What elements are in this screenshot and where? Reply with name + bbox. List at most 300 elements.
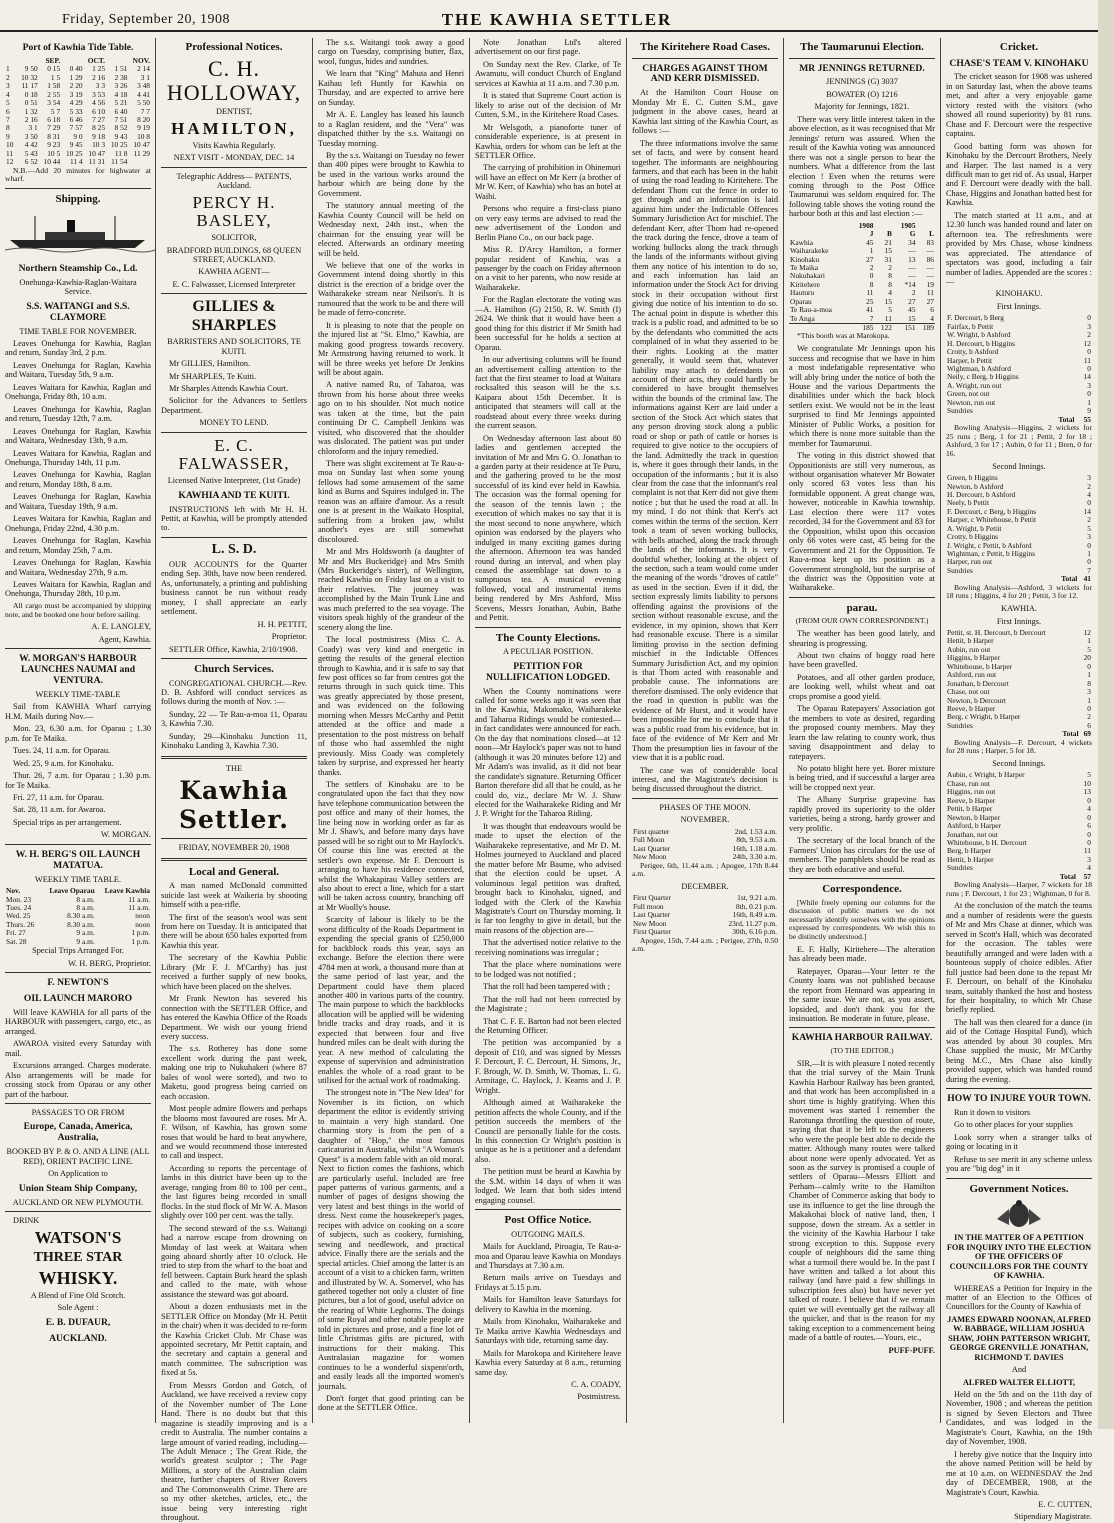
morgan-row: Sat. 28, 11 a.m. for Awaroa.	[13, 805, 106, 815]
basley-address: BRADFORD BUILDINGS, 68 QUEEN STREET, AUCKLAND.	[166, 245, 302, 264]
passages-apply: On Application to	[48, 1169, 108, 1179]
cricket-sub: CHASE'S TEAM V. KINOHAKU	[949, 57, 1089, 69]
nameplate: Kawhia Settler.	[178, 776, 290, 834]
morgan-weekly: WEEKLY TIME-TABLE	[35, 689, 121, 699]
vote-row: Kawhia 45 21 34 83	[790, 237, 934, 247]
parau-text	[789, 629, 935, 874]
post-line: Return mails arrive on Tuesdays and Fridays at 5.15 p.m.	[475, 1273, 621, 1292]
gov-text: WHEREAS a Petition for Inquiry in the matter of an Election to the Offices of Councillors for the County of Kawhia of	[946, 1283, 1092, 1312]
holloway-location: HAMILTON,	[171, 119, 297, 139]
steamship-illustration	[5, 212, 155, 252]
gov-sign: E. C. CUTTEN,	[1038, 1500, 1092, 1510]
nameplate-the: THE	[225, 763, 243, 773]
score-row: Whitehouse, b Harper 0	[947, 661, 1091, 671]
news-item: Note Jonathan Ltd's altered advertisement on our first page.	[475, 38, 621, 57]
passages: PASSAGES TO OR FROM	[31, 1107, 125, 1117]
news-item: The first of the season's wool was sent from here on Tuesday. It is anticipated that there will be about 650 bales exported from Kawhia this year.	[161, 912, 307, 950]
kino-innings-2: Second Innings.	[992, 461, 1046, 471]
gillies-sharples: GILLIES & SHARPLES	[191, 298, 277, 334]
correspondence-item: E. F. Hally, Kiritehere—The alteration has already been made.	[789, 944, 935, 964]
score-row: F. Dercourt, c Berg, b Higgins 14	[947, 506, 1091, 516]
agent-name: A. E. LANGLEY,	[91, 622, 151, 632]
news-item: The s.s. Waitangi took away a good cargo on Tuesday, comprising butter, flax, wool, fungus, hides and sundries.	[318, 38, 464, 66]
local-items-continued-2	[475, 38, 621, 623]
news-item: For the Raglan electorate the voting was—A. Hamilton (G) 2150, R. W. Smith (I) 2624. We think that it would have been a good thing for this district if Mr Smith had been successful for he holds a section at Oparau.	[475, 295, 621, 352]
basley-agent-name: E. C. Falwasser, Licensed Interpreter	[172, 279, 296, 289]
morgan-row: Thur. 26, 7 a.m. for Oparau ; 1.30 p.m. for Te Maika.	[5, 771, 151, 790]
column-rule	[783, 38, 784, 1423]
passages-dest: Europe, Canada, America, Australia,	[23, 1121, 133, 1144]
injure-item: Look sorry when a stranger talks of going or locating in it	[946, 1132, 1092, 1152]
bowling-3: Bowling Analysis—F. Dercourt, 4 wickets for 28 runs ; Harper, 5 for 18.	[946, 737, 1092, 756]
county-paragraph: It was thought that endeavours would be made to upset the election of the Waiharakeke representative, and Mr D. M. Holmes journeyed to Auckland and placed the matter before Mr Baume, who advised that the election could be upset. A voluminous legal petition was drafted, brought back to Kinohaku, signed, and lodged with the Clerk of the Kawhia Magistrate's Court on Thursday morning. It is far too lengthy to give in detail, but the main reasons of the objection are—	[475, 821, 621, 935]
score-row: Harper, b Pettit 11	[947, 355, 1091, 365]
parau-correspondent: (FROM OUR OWN CORRESPONDENT.)	[795, 616, 929, 626]
sailing-item: Leaves Onehunga for Raglan, Kawhia and return, Monday 25th, 7 a.m.	[5, 536, 151, 555]
score-row: Fairfax, b Pettit 3	[947, 321, 1091, 331]
kaw-scores-1	[946, 629, 1092, 739]
news-item: By the s.s. Waitangi on Tuesday no fewer than 400 pipes were brought to Kawhia to be used in the various works around the harbour which are being done by the Government.	[318, 150, 464, 198]
county-paragraph: That the place where nominations were to be lodged was not notified ;	[475, 960, 621, 979]
tide-row: 9 3 50 8 31 9 0 9 18 9 43 10 8	[6, 131, 150, 141]
tide-note: N.B.—Add 20 minutes for highwater at wharf.	[5, 165, 151, 184]
tide-table: SEP. OCT. NOV. 1 9 50 0 15 0 40 1 25 1 51 2 14 2 10 32 1 5 1 29 2 16 2 38 3 1 3 11 17 1 58 2 20 3 3 3 26 3 48 4 0 18 2 55 3 19 3 53 4 18 4 41 5 0 51 3 54 4 29 4 56 5 21 5 50 6 1 32 5 7 5 33 6 10 6 40 7 7 7 2 16 6 18 6 46 7 27 7 51 8 20 8 3 1 7 29 7 57 8 25 8 52 9 19 9 3 50 8 31 9 0 9 18 9 43 10 8 10 4 42 9 23 9 45 10 3 10 25 10 47 11 5 43 10 5 10 25 10 47 11 8 11 29 12 6 52 10 44 11 4 11 31 11 54	[6, 55, 150, 167]
injure-list	[946, 1108, 1092, 1174]
score-row: Newton, run out 1	[947, 397, 1091, 407]
score-row: Jonathan, not out 0	[947, 829, 1091, 839]
county-paragraph: The petition must be heard at Kawhia by the S.M. within 14 days of when it was lodged. We learn that both sides intend engaging counsel.	[475, 1167, 621, 1205]
score-row: H. Dercourt, b Higgins 12	[947, 338, 1091, 348]
parau-paragraph: About two chains of boggy road here have been gravelled.	[789, 651, 935, 670]
cricket-paragraph: The cricket season for 1908 was ushered in on Saturday last, when the above teams met, and after a very enjoyable game victory rested with the visitors (who showed all round superiority) by 81 runs. Chase and F. Dercourt were the respective captains.	[946, 72, 1092, 139]
news-item: Miss R. D'Arcy Hamilton, a former popular resident of Kawhia, was a passenger by the coach on Friday afternoon on a visit to her parents, who now reside at Waiharakeke.	[475, 245, 621, 292]
news-item: Scarcity of labour is likely to be the worst difficulty of the Roads Department in expending the special grants of £250,000 for backblock roads this year, says an exchange. Before the election there were 4784 men at work, a thousand more than at the same period of last year, and the Department could have them placed another 400 in various parts of the country. The main purpose to which the backblocks allocation will be applied will be widening bridle tracks and dray roads, and it is expected that between four and five hundred miles can be dealt with during the year. A new method of calculating the expense of supervision and administration enables the whole of a road grant to be utilised for the actual work of roadmaking.	[318, 915, 464, 1086]
score-total: Total 57	[1059, 871, 1091, 881]
holloway-title: DENTIST,	[215, 106, 253, 116]
government-notices-heading: Government Notices.	[969, 1182, 1069, 1195]
morgan-row: Sail from KAWHIA Wharf carrying H.M. Mails during Nov.—	[5, 702, 151, 721]
moon-phase-row: Full moon 8th, 0.21 p.m.	[633, 901, 777, 911]
agent-title: Agent, Kawhia.	[98, 634, 151, 644]
gov-names: JAMES EDWARD NOONAN, ALFRED W. BABBAGE, WILLIAM JOSHUA SHAW, JOHN PATTERSON WRIGHT, GEORGE GRENVILLE JONATHAN, RICHMOND T. DAVIES	[947, 1314, 1091, 1362]
score-row: Sundries 9	[947, 406, 1091, 416]
cricket-paragraph: The match started at 11 a.m., and at 12.30 lunch was handed round and later on afternoon tea. The refreshments were provided by Mrs Chase, whose kindness was appreciated. The attendance of spectators was good, including a fair number of ladies. Appended are the scores :—	[946, 210, 1092, 286]
passages-lines: BOOKED BY P. & O. AND A LINE (ALL RED), ORIENT PACIFIC LINE.	[6, 1147, 150, 1166]
county-paragraph: The petition was accompanied by a deposit of £10, and was signed by Messrs F. Dercourt, F. C. Dercourt, H. Simons, Jr., F. Brough, W. D. Smith, W. Thomas, L. G. Armitage, C. Haylock, J. Kearns and J. P. Wright.	[475, 1038, 621, 1095]
news-item: The local postmistress (Miss C. A. Coady) was very kind and energetic in getting the results of the general election through to Kawhia, and it is safe to say that few post offices so far from centres got the returns through in such quick time. This was greatly appreciated by those present, and was evidenced on the following morning when Messrs McCarthy and Pettit attended at the office and made a presentation to the post mistress on behalf of those who had assembled the night previously. Miss Coady was completely taken by surprise, and expressed her hearty thanks.	[318, 635, 464, 777]
vote-row: Nukuhakari 0 8 — —	[790, 271, 934, 281]
lsd-office: SETTLER Office, Kawhia, 2/10/1908.	[169, 644, 298, 654]
december-note: Apogee, 15th, 7.44 a.m. ; Perigee, 27th, 0.50 a.m.	[632, 935, 778, 954]
county-paragraph: That the roll had not been corrected by the Magistrate ;	[475, 994, 621, 1014]
newton-awaroa: AWAROA visited every Saturday with mail.	[5, 1039, 151, 1058]
cricket-paragraph: The hall was then cleared for a dance (in aid of the Cottage Hospital Fund), which was attended by about 30 couples. Mrs Chase supplied the music, Mr M'Carthy being M.C., Mrs Chase also kindly provided supper, which was handed round during the evening.	[946, 1017, 1092, 1084]
post-line: Mails for Hamilton leave Saturdays for delivery to Kawhia in the morning.	[475, 1295, 621, 1314]
correspondence-heading: Correspondence.	[822, 882, 902, 895]
score-row: Higgins, b Harper 20	[947, 653, 1091, 663]
news-item: A native named Ru, of Taharoa, was thrown from his horse about three weeks ago on to his shoulder. Not much notice was taken at the time, but the pain continuing Dr C. Campbell Jenkins was visited, who discovered that the shoulder was dislocated. The patient was put under chloroform and the injury remedied.	[318, 380, 464, 456]
lsd-sign: H. H. PETTIT,	[257, 619, 307, 629]
column-rule	[155, 38, 156, 1423]
score-row: Neily, c Berg, b Higgins 14	[947, 372, 1091, 382]
kiritehere-paragraph: The case was of considerable local interest, and the Magistrate's decision is being discussed throughout the district.	[632, 765, 778, 794]
kinohaku-heading: KINOHAKU.	[995, 289, 1043, 299]
score-row: Crotty, b Ashford 0	[947, 347, 1091, 357]
column-rule	[469, 38, 470, 1423]
news-item: The s.s. Rotherey has done some excellent work during the past week, making one trip to Nukuhakeri (where 87 bales of wool were sorted), and two to Maketu, good progress being carried on each occasion.	[161, 1044, 307, 1101]
vote-row: Waiharakeke 1 15 — —	[790, 246, 934, 256]
news-item: It is stated that Supreme Court action is likely to arise out of the decision of Mr Cutten, S.M., in the Kiritehere Road Cases.	[475, 91, 621, 120]
cricket-paragraph: At the conclusion of the match the teams and a number of residents were the guests of Mr and Mrs Chase at dinner, which was served in Scott's Hall, which was decorated for the occasion. The tables were beautifully arranged and were laden with a bounteous supply of choice edibles. After full justice had been done to the repast Mr F. Dercourt, on behalf of the Kinohaku team, suitably thanked the host and hostess for their hospitality, to which Mr Chase briefly replied.	[946, 901, 1092, 1015]
score-total: Total 55	[1058, 414, 1091, 424]
basley-title: SOLICITOR,	[211, 233, 257, 243]
column-1	[2, 38, 154, 1423]
sailing-item: Leaves Waitara for Kawhia, Raglan and Onehunga, Thursday 28th, 10 p.m.	[5, 580, 151, 599]
post-sign: C. A. COADY,	[571, 1380, 621, 1389]
whisky: WHISKY.	[38, 1268, 118, 1289]
falwasser-location: KAWHIA AND TE KUITI.	[178, 489, 290, 501]
lsd-text: OUR ACCOUNTS for the Quarter ending Sep. 30th, have now been rendered. As, unfortunately, a printing and publishing business cannot be run without ready money, I shall appreciate an early settlement.	[161, 559, 307, 617]
timetable-title: TIME TABLE FOR NOVEMBER.	[19, 326, 137, 336]
moon-phase-row: First quarter 2nd, 1.53 a.m.	[633, 826, 777, 836]
news-item: According to reports the percentage of lambs in this district have been up to the average, ranging from 80 to 100 per cent., the last figures being recorded in small flocks. In the stud flock of Mr W. A. Mason slightly over 100 per cent. was the tally.	[161, 1163, 307, 1221]
ships: S.S. WAITANGI and S.S. CLAYMORE	[26, 300, 130, 323]
score-row: Ashford, b Harper 6	[947, 821, 1091, 831]
holloway-next-visit: NEXT VISIT - MONDAY, DEC. 14	[173, 153, 295, 163]
score-row: J. Wright, c Pettit, b Ashford 0	[947, 540, 1091, 550]
news-item: The secretary of the Kawhia Public Library (Mr F. J. M'Carthy) has just received a further supply of new books, which have been placed on the shelves.	[161, 953, 307, 991]
railway-sub: (TO THE EDITOR.)	[830, 1046, 894, 1056]
parau-paragraph: The Albany Surprise grapevine has rapidly proved its superiority to the older varieties, being a strong, hardy grower and very prolific.	[789, 795, 935, 833]
score-row: Sundries 4	[947, 863, 1091, 873]
december-phases	[632, 894, 778, 936]
kaw-innings-2: Second Innings.	[992, 759, 1046, 768]
news-item: The carrying of prohibition in Ohinemuri will have an effect on Mr Kerr (a brother of Mr W. Kerr, of Kawhia) who has an hotel at Waihi.	[475, 163, 621, 201]
parau-paragraph: The Oparau Ratepayers' Association got the members to vote as desired, regarding the proposed county members. May they learn the law relating to county work, thus saving disappointment and delay to ratepayers.	[789, 704, 935, 761]
falwasser-name: E. C. FALWASSER,	[178, 435, 290, 474]
morgan-launches: W. MORGAN'S HARBOUR LAUNCHES NAUMAI and VENTURA.	[19, 653, 137, 686]
berg-special: Special Trips Arranged For.	[32, 946, 124, 956]
sailing-item: Leaves Waitara for Kawhia, Raglan and Onehunga, Friday 8th, 10 a.m.	[5, 382, 151, 402]
outgoing-mails: OUTGOING MAILS.	[511, 1229, 585, 1239]
score-row: Pettit, st. H. Dercourt, b Dercourt 12	[947, 628, 1091, 637]
lsd-heading: L. S. D.	[211, 541, 257, 557]
score-row: Green, b Higgins 3	[947, 473, 1091, 483]
sailing-item: Leaves Onehunga for Raglan, Kawhia and Waitara, Wednesday 13th, 9 a.m.	[5, 426, 151, 446]
tide-table-title: Port of Kawhia Tide Table.	[22, 42, 134, 53]
column-2	[158, 38, 310, 1523]
column-rule	[312, 38, 313, 1423]
bowling-1: Bowling Analysis—Higgins, 2 wickets for 25 runs ; Berg, 1 for 21 ; Pettit, 2 for 18 ; Ashford, 3 for 17 ; Aubin, 0 for 11 ; Bren, 0 for 16.	[946, 423, 1092, 458]
taumarunui-paragraph: The voting in this district showed that Oppositionists are still very numerous, as without organisation whatever Mr Bowater only scored 63 votes less than his formidable opponent. A great change was, however, noticeable in Kawhia township. Last election there were 117 votes recorded, 34 for the Government and 83 for the Opposition, whilst upon this occasion only 66 votes were cast, 45 being for the Government and 21 for the Opposition. Te Rau-a-moa kept up its position as a Government stronghold, but the surprise of the district was the Opposition vote at Waiharakeke.	[789, 451, 935, 593]
paper-title: THE KAWHIA SETTLER	[441, 10, 673, 29]
column-5	[629, 38, 781, 1423]
score-row: Sundries 6	[947, 720, 1091, 730]
score-row: Jonathan, b Dercourt 8	[947, 678, 1091, 688]
basley-agent: KAWHIA AGENT—	[198, 267, 270, 277]
whisky-blend: A Blend of Fine Old Scotch.	[30, 1290, 126, 1300]
news-item: About a dozen enthusiasts met in the SETTLER Office on Monday (Mr H. Pettit in the chair) when it was decided to re-form the Kawhia Cricket Club. Mr Chase was appointed secretary, Mr Pettit captain, and the secretary and captain a general and match committee. The subscription was fixed at 5s.	[161, 1302, 307, 1378]
sailing-item: Leaves Onehunga for Raglan, Kawhia and Waitara, Tuesday 19th, 9 a.m.	[5, 492, 151, 511]
column-6	[786, 38, 938, 1423]
gillies-2: Mr SHARPLES, Te Kuiti.	[169, 371, 257, 381]
gov-text-2: Held on the 5th and on the 11th day of November, 1908 ; and whereas the petition is signed by Seven Electors and Three Candidates, and was lodged in the Magistrate's Court, Kawhia, on the 19th day of November, 1908.	[946, 1390, 1092, 1447]
score-row: Chase, not out 3	[947, 687, 1091, 697]
jennings-returned: MR JENNINGS RETURNED.	[799, 62, 925, 74]
tide-row: 3 11 17 1 58 2 20 3 3 3 26 3 48	[6, 81, 150, 91]
church-2: Sunday, 29—Kinohaku Junction 11, Kinohaku Landing 3, Kawhia 7.30.	[161, 731, 307, 751]
excursions: Excursions arranged. Charges moderate. Also arrangements will be made for crossing stock from Oparau or any other part of the harbour.	[5, 1061, 151, 1099]
moon-phase-row: First Quarter 30th, 6.16 p.m.	[633, 927, 777, 937]
berg-row: Tues. 24 8 a.m. 11 a.m.	[6, 902, 150, 912]
morgan-row: Special trips as per arrangement.	[13, 817, 122, 827]
county-paragraph: That the roll had been tampered with ;	[483, 982, 610, 992]
correspondence-text	[789, 945, 935, 1024]
parau-paragraph: Potatoes, and all other garden produce, are looking well, whilst wheat and oat crops promise a good yield.	[789, 672, 935, 701]
petition-heading: PETITION FOR NULLIFICATION LODGED.	[485, 660, 611, 683]
berg-sign: W. H. BERG, Proprietor.	[68, 958, 151, 968]
berg-timetable-title: WEEKLY TIME TABLE.	[34, 874, 122, 884]
tide-row: 4 0 18 2 55 3 19 3 53 4 18 4 41	[6, 89, 150, 99]
railway-sign: PUFF-PUFF.	[888, 1345, 935, 1355]
professional-notices-heading: Professional Notices.	[185, 41, 283, 53]
tide-row: 8 3 1 7 29 7 57 8 25 8 52 9 19	[6, 123, 150, 133]
news-item: On Sunday next the Rev. Clarke, of Te Awamutu, will conduct Church of England services at Kawhia at 11 a.m. and 7.30 p.m.	[475, 59, 621, 88]
bowling-4: Bowling Analysis—Harper, 7 wickets for 18 runs ; F. Dercourt, 1 for 23 ; Wightman, 0 for 8.	[946, 880, 1092, 898]
vote-note: *This booth was at Marokopa.	[797, 331, 890, 341]
watsons: WATSON'S	[34, 1228, 122, 1248]
moon-phase-row: Last Quarter 16th, 1.18 a.m.	[633, 843, 777, 853]
news-item: The second steward of the s.s. Waitangi had a narrow escape from drowning on Monday of last week at Waitara when going aboard shortly after 10 o'clock. He tried to step from the wharf to the boat and fell between. Captain Burk heard the splash and called to the mate, with whose assistance the steward was got aboard.	[161, 1223, 307, 1299]
issue-date: Friday, September 20, 1908	[62, 12, 231, 27]
county-paragraph: That C. F. E. Barton had not been elected the Returning Officer.	[475, 1016, 621, 1035]
moon-phases-heading: PHASES OF THE MOON.	[659, 802, 751, 812]
county-text	[475, 687, 621, 1206]
falwasser-title: Licensed Native Interpreter, (1st Grade)	[167, 476, 301, 486]
sailing-item: Leaves Waitara for Kawhia, Raglan and Onehunga, Friday 22nd, 4.30 p.m.	[5, 514, 151, 533]
kiritehere-text	[632, 88, 778, 794]
voting-table: 1908 1905 J B G L Kawhia 45 21 34 83 Waiharakeke 1 15 — — Kinohaku 27 31 13 86 Te Maika 2 2 — — Nukuhakari 0 8 — — Kiritehere 8 8 *14 19 Hauturu 11 4 2 11 Oparau 25 15 27 27 Te Rau-a-moa 41 5 45 6 Te Anga 7 11 15 4 185 122 151 189	[790, 220, 934, 333]
gov-elliott: ALFRED WALTER ELLIOTT,	[962, 1377, 1076, 1387]
church-text: CONGREGATIONAL CHURCH.—Rev. D. B. Ashford will conduct services as follows during the month of Nov. :—	[161, 678, 307, 707]
kino-scores-2	[946, 474, 1092, 584]
church-1: Sunday, 22 — Te Rau-a-moa 11, Oparau 3, Kawhia 7.30.	[161, 709, 307, 729]
kiritehere-paragraph: The three informations involve the same set of facts, and were by consent heard together. The informants are neighbouring farmers, and that each has been in the habit of using the road leading to Kiritehere. The defendant Thom cut the fence in order to get through and an information is laid against him under the Indictable Offences Summary Jurisdiction Act for mischief. The defendant Kerr, after Thom had re-opened the track during the fence, drove a team of working bullocks along the track through the lands of the informants without giving them any notice of his intention to do so, and each information has laid an information under the Stock Act for driving stock in their occupation without first giving due notice of his intention to do so. The actual point in dispute is whether this track is a public road, and admitted to be so by the defendants who committed the acts complained of in what they asserted to be their rights. Looking at the matter generally, it would seem that, whatever liability may attach to defendants on account of their acts, they could hardly be considered to have brought themselves within the bounds of the criminal law. The informations against Kerr are laid under a section of the Stock Act which states that any person droving stock along a public road or shop or path of cattle or horses is required to give notice to the occupiers of the land. Admittedly the track in question is, where it goes through their lands, in the occupation of the informants ; but it is also clear from the case that the informant's real complaint is not that Kerr did not give them notice ; but that he used the road at all. In my mind, I do not think that Kerr's act comes within the terms of the section. Kerr took a team of seven working bullocks, with bells attached, along the track through the lands of the informants. It is very doubtful whether, looking at the object of the section, such a team would come under the meaning of the words "droves of cattle" as used in the section. Even if it did, the section expressly limits liability to persons offending against the provisions of the section without reasonable excuse, and the evidence, in my opinion, shows that Kerr had reasonable excuse. There is a similar limiting proviso in the section defining mischief in the Indictable Offences Summary Jurisdiction Act, and my opinion is that Thom acted with reasonable and probable cause. The informations are therefore dismissed. The only evidence that the road in question is public was the evidence of Mr Hurst, and it would have been impossible for me to conclude that it was a public road from his evidence, but in face of the evidence of Mr Kerr and Mr Thom the presumption lies in favour of the view that it is a public road.	[632, 138, 778, 763]
injure-item: Go to other places for your supplies	[954, 1120, 1073, 1130]
news-item: We believe that one of the works in Government intend doing shortly in this district is the erection of a bridge over the Waiharakeke stream near Neilson's. It is rumoured that the work to be and there will be made of ferro-concrete.	[318, 260, 464, 318]
kaw-innings-1: First Innings.	[996, 616, 1042, 626]
moon-phase-row: First Quarter 1st, 9.21 a.m.	[633, 893, 777, 903]
three-star: THREE STAR	[33, 1250, 123, 1265]
score-row: Harper, c Whitehouse, b Pettit 2	[947, 515, 1091, 525]
news-item: Mr Welsgoth, a pianoforte tuner of considerable experience, is at present in Kawhia, orders for whom can be left at the SETTLER Office.	[475, 122, 621, 160]
score-row: Reeve, b Harper 0	[947, 703, 1091, 713]
vote-row: Te Anga 7 11 15 4	[790, 313, 934, 323]
berg-launch: W. H. BERG'S OIL LAUNCH MATATUA.	[15, 848, 141, 871]
score-row: Pettit, b Harper 4	[947, 804, 1091, 814]
score-row: Hettit, b Harper 1	[947, 636, 1091, 646]
kiritehere-paragraph: At the Hamilton Court House on Monday Mr E. C. Cutten S.M., gave judgment in the above cases, heard at Kawhia last sitting of the Kawhia Court, as follows :—	[632, 88, 778, 136]
vote-row: Oparau 25 15 27 27	[790, 296, 934, 306]
northern-steamship: Northern Steamship Co., Ld.	[18, 262, 138, 274]
tide-row: 5 0 51 3 54 4 29 4 56 5 21 5 50	[6, 98, 150, 108]
newton-name: F. NEWTON'S	[47, 977, 109, 989]
taumarunui-text-2	[789, 344, 935, 593]
score-row: H. Dercourt, b Ashford 4	[947, 489, 1091, 499]
news-item: The statutory annual meeting of the Kawhia County Council will be held on Wednesday next, 24th inst., when the chairman for the ensuing year will be elected. Afterwards an ordinary meeting will be held.	[318, 201, 464, 258]
score-row: Wightman, c Pettit, b Higgins 1	[947, 549, 1091, 559]
post-line: Mails for Marokopa and Kiritehere leave Kawhia every Saturday at 8 a.m., returning same day.	[475, 1348, 621, 1377]
gov-title: IN THE MATTER OF A PETITION FOR INQUIRY INTO THE ELECTION OF THE OFFICERS OF COUNCILLORS FOR THE COUNTY OF KAWHIA.	[946, 1233, 1092, 1281]
railway-heading: KAWHIA HARBOUR RAILWAY.	[791, 1032, 933, 1044]
score-row: Chase, run out 10	[947, 778, 1091, 788]
score-row: Higgins, run out 13	[947, 787, 1091, 797]
berg-row: Fri. 27 9 a.m. 1 p.m.	[6, 928, 150, 938]
news-item: Most people admire flowers and perhaps the blooms most favoured are roses. Mr A. F. Wilson, of Kawhia, has grown some roses that would be hard to beat anywhere, and we would recommend those interested to call and inspect.	[161, 1104, 307, 1161]
news-item: Mr Frank Newton has severed his connection with the SETTLER Office, and has entered the Kawhia Office of the Roads Department. We wish our young friend every success.	[161, 994, 307, 1041]
column-3	[315, 38, 467, 1423]
vote-row: Kinohaku 27 31 13 86	[790, 254, 934, 264]
railway-text	[789, 1059, 935, 1343]
kino-scores-1	[946, 314, 1092, 424]
correspondence-item: Ratepayer, Oparau—Your letter re the County loans was not published because the report from Hennard was appearing in the same issue. We are not, as you assert, lopsided, and don't thank you for the insinuation. Be moderate in future, please.	[789, 966, 935, 1023]
county-paragraph: That the advertised notice relative to the receiving nominations was irregular ;	[475, 938, 621, 957]
county-paragraph: When the County nominations were called for some weeks ago it was seen that in the Kawhia, Makomako, Waiharakeke and Taharoa Ridings would be contested—in fact candidates were announced for each. On the day that nominations closed—at 12 noon—Mr Haylock's paper was not to hand (although it was 20 minutes before 12) and Mr Adam's was invalid, as it did not bear the candidate's signature. Returning Officer Barton therefore did all that he could, as he could do, viz., declare Mr W. J. Shaw elected for the Waiharakeke Riding and Mr J. P. Wright for the Taharoa Riding.	[475, 686, 621, 819]
local-general-items	[161, 881, 307, 1522]
morgan-timetable	[5, 702, 151, 827]
news-item: There was slight excitement at Te Rau-a-moa on Sunday last when some young fellows had some amusement of the same kind as Burns and Squires indulged in. The reason was an affaire d'amour. As a result one is at present in the Waikato Hospital, suffering from a broken jaw, whilst another's eyes are still somewhat discoloured.	[318, 459, 464, 544]
news-item: Don't forget that good printing can be done at the SETTLER Office.	[318, 1393, 464, 1413]
drink: DRINK	[13, 1216, 40, 1225]
sailing-item: Leaves Onehunga for Raglan, Kawhia and Waitara, Wednesday 27th, 9 a.m.	[5, 558, 151, 577]
post-lines	[475, 1242, 621, 1377]
kiritehere-heading: The Kiritehere Road Cases.	[640, 41, 770, 53]
injure-heading: HOW TO INJURE YOUR TOWN.	[947, 1093, 1091, 1105]
sailing-item: Leaves Onehunga for Kawhia, Raglan and return, Sunday 3rd, 2 p.m.	[5, 339, 151, 358]
column-rule	[940, 38, 941, 1423]
gov-role: Stipendiary Magistrate.	[1014, 1512, 1092, 1522]
score-row: Newton, b Harper 0	[947, 812, 1091, 822]
newton-text: Will leave KAWHIA for all parts of the HARBOUR with passengers, cargo, etc., as arranged.	[5, 1007, 151, 1036]
bowater-votes: BOWATER (O) 1216	[826, 89, 898, 99]
cricket-text-2	[946, 901, 1092, 1084]
score-row: Aubin, run out 5	[947, 644, 1091, 654]
score-row: W. Wright, b Ashford 2	[947, 330, 1091, 340]
morgan-sign: W. MORGAN.	[100, 830, 151, 840]
county-paragraph: Although aimed at Waiharakeke the petition affects the whole County, and if the petition succeeds the members of the Council are personally liable for the costs. In this connection Cr Wright's position is unique as he is a petitioner and a defendant also.	[475, 1098, 621, 1164]
morgan-row: Mon. 23, 6.30 a.m. for Oparau ; 1.30 p.m. for Te Maika.	[5, 724, 151, 743]
jennings-votes: JENNINGS (G) 3037	[826, 77, 898, 87]
tide-row: 2 10 32 1 5 1 29 2 16 2 38 3 1	[6, 72, 150, 82]
majority: Majority for Jennings, 1821.	[814, 102, 910, 112]
column-7	[943, 38, 1095, 1522]
gillies-5: MONEY TO LEND.	[199, 418, 269, 428]
score-total: Total 41	[1061, 574, 1091, 584]
news-item: Mr and Mrs Holdsworth (a daughter of Mr and Mrs Buckeridge) and Mrs Smith (Mrs Buckeridge's sister), of Wellington, reached Kawhia on Friday last on a visit to their relatives. The journey was accomplished by the Main Trunk Line and was much preferred to the sea voyage. The visitors speak highly of the grandeur of the scenery along the line.	[318, 547, 464, 632]
score-row: Berg, c Wright, b Harper 2	[947, 712, 1091, 722]
sailing-item: Leaves Onehunga for Kawhia, Raglan and return, Tuesday 12th, 7 a.m.	[5, 404, 151, 424]
score-row: Sundries 7	[947, 565, 1091, 575]
taumarunui-text	[789, 115, 935, 219]
holloway-telegraphic: Telegraphic Address— PATENTS, Auckland.	[176, 171, 292, 191]
december-heading: DECEMBER.	[681, 881, 729, 891]
holloway-name: C. H. HOLLOWAY,	[166, 55, 302, 105]
news-item: It is pleasing to note that the people on the injured list at "St. Elmo," Kawhia, are making good progress towards recovery. Mr Armstrong having returned to work. It will be three weeks yet before Dr Jenkins will be about again.	[318, 320, 464, 377]
moon-phase-row: New Moon 24th, 3.30 a.m.	[633, 852, 777, 862]
union-location: AUCKLAND OR NEW PLYMOUTH.	[12, 1197, 144, 1207]
score-row: Harper, run out 0	[947, 557, 1091, 567]
union-steamship: Union Steam Ship Company,	[18, 1182, 138, 1194]
local-items-continued	[318, 38, 464, 1413]
taumarunui-paragraph: There was very little interest taken in the above election, as it was recognised that Mr Jennings' return was assured. When the result of the Kawhia voting was announced there was not a single person to hear the numbers. What a difference from the last election ! Even when the returns were coming through to the Post Office Taumarunui was seldom enquired for. The following table shows the voting round the harbour both at this and last election :—	[789, 114, 935, 219]
morgan-row: Fri. 27, 11 a.m. for Oparau.	[13, 792, 104, 802]
score-row: Whitehouse, b H. Dercourt 0	[947, 837, 1091, 847]
score-row: Green, not out 0	[947, 389, 1091, 399]
post-office-heading: Post Office Notice.	[504, 1214, 592, 1227]
berg-row: Thurs. 26 8.30 a.m. noon	[6, 919, 150, 929]
moon-phase-row: Full Moon 8th, 9.53 a.m.	[633, 835, 777, 845]
taumarunui-heading: The Taumarunui Election.	[800, 41, 924, 53]
morgan-row: Tues. 24, 11 a.m. for Oparau.	[13, 746, 111, 756]
county-elections-heading: The County Elections.	[495, 631, 601, 644]
news-item: The settlers of Kinohaku are to be congratulated upon the fact that they now have telephone communication between the post office and many of their homes, the line being now in working order as far as Mr J. Shaw's, and before many days have passed will be so right out to Mr Haylock's. Of course this line was erected at the settler's own expense. Mr F. Dercourt is arranging to have his residence connected, whilst the Whakapirau Valley settlers are also about to erect a line, which for a start will be taken across country, branching off at Mr Woolly's house.	[318, 779, 464, 912]
score-row: Newton, b Ashford 2	[947, 481, 1091, 491]
nameplate-date: FRIDAY, NOVEMBER 20, 1908	[178, 843, 290, 853]
taumarunui-paragraph: We congratulate Mr Jennings upon his success and recognise that we have in him a most indefatigable representative who will ably bring under the notice of both the House and the various Departments the disabilities under which the back block settlers exist. We would not be in the least surprised to find Mr Jennings appointed Minister of Public Works, a position for which there is none more suitable than the member for Taumarunui.	[789, 344, 935, 448]
parau-paragraph: The secretary of the local branch of the Farmers' Union has circulars for the use of members. The pamphlets should be read as they are both educative and useful.	[789, 836, 935, 874]
vote-row: Te Rau-a-moa 41 5 45 6	[790, 305, 934, 315]
score-row: A. Wright, run out 3	[947, 380, 1091, 390]
tide-row: 10 4 42 9 23 9 45 10 3 10 25 10 47	[6, 140, 150, 150]
cargo-note: All cargo must be accompanied by shipping note, and be booked one hour before sailing.	[5, 600, 151, 619]
score-row: Ashford, run out 1	[947, 670, 1091, 680]
tide-row: 11 5 43 10 5 10 25 10 47 11 8 11 29	[6, 148, 150, 158]
november-phases	[632, 828, 778, 862]
newton-launch: OIL LAUNCH MARORO	[23, 992, 133, 1004]
parau-heading: parau.	[846, 601, 878, 614]
local-general-heading: Local and General.	[188, 865, 280, 878]
column-4	[472, 38, 624, 1423]
railway-paragraph: SIR,—It is with pleasure I noted recently that the trial survey of the Main Trunk Kawhia Harbour Railway has been granted, and that work has been accomplished in a short time is highly gratifying. When this movement was started I remember the Rarotunga throttling the question of route, saying that that it be left to the engineers who were the people best able to decide the matter. Although many routes were talked about none were openly advocated. Yet as soon as the survey is promised a couple of settlers of Oparau—Messrs Elliott and Perham—calmly write to the Hamilton Chamber of Commerce asking that body to use its influence to get the line through the Makakohai block of native land, then, I suppose, down the stream. As a settler in the vicinity of the Kawhia Harbour I take strong exception to this. Suppose every couple of neighbours did the same thing what a turmoil there would be. In the past I have written and talked a lot about this railway (and have paid a few shillings in subscription fees also) but have never yet talked of route. I believe that if we remain quiet we will eventually get the railway all the quicker, and that is the reason for my taking exception to a commencement being made of a battle of routes.—Yours, etc.,	[789, 1059, 935, 1343]
route: Onehunga-Kawhia-Raglan-Waitara Service.	[19, 277, 137, 297]
sailings-list	[5, 339, 151, 599]
gov-and: And	[1011, 1365, 1027, 1375]
score-row: Neely, b Pettit 0	[947, 498, 1091, 508]
church-heading: Church Services.	[194, 663, 274, 676]
berg-row: Mon. 23 8 a.m. 11 a.m.	[6, 894, 150, 904]
tide-row: 12 6 52 10 44 11 4 11 31 11 54	[6, 157, 128, 167]
sailing-item: Leaves Onehunga for Raglan, Kawhia and Waitara, Tuesday 5th, 9 a.m.	[5, 360, 151, 380]
crest-icon	[989, 1199, 1049, 1229]
masthead	[0, 0, 1114, 32]
injure-item: Run it down to visitors	[954, 1107, 1031, 1117]
shipping-heading: Shipping.	[55, 192, 101, 205]
news-item: Mr A. E. Langley has leased his launch to a Raglan resident, and the "Vera" was dispatched thither by the s.s. Waitangi on Tuesday morning.	[318, 110, 464, 148]
whisky-agent-name: E. B. DUFAUR,	[45, 1316, 111, 1328]
tide-row: 1 9 50 0 15 0 40 1 25 1 51 2 14	[6, 64, 150, 74]
november-note: Perigee, 6th, 11.44 a.m. ; Apogee, 17th 8.44 a.m.	[632, 860, 778, 879]
news-item: From Messrs Gordon and Gotch, of Auckland, we have received a review copy of the November number of The Lone Hand. There is no doubt but that this magazine is steadily improving and is a credit to Australia. The number contains a large amount of varied reading, including—The Adult Menace ; The Great Ride, the world's greatest sculptor ; The Page Millions, a story of the Australian claim theatre, further chapters of River Rovers and The Commonwealth Crime. There are so my other sketches, articles, etc., the issue being very interesting right throughout.	[161, 1380, 307, 1523]
lsd-role: Proprietor.	[271, 632, 307, 642]
vote-row: Te Maika 2 2 — —	[790, 262, 934, 272]
berg-row: Wed. 25 8.30 a.m. noon	[6, 911, 150, 921]
november-heading: NOVEMBER.	[680, 815, 730, 825]
score-row: Crotty, b Higgins 3	[947, 532, 1091, 542]
gillies-4: Solicitor for the Advances to Settlers Department.	[161, 396, 307, 415]
vote-row: Kiritehere 8 8 *14 19	[790, 279, 934, 289]
cricket-heading: Cricket.	[999, 41, 1039, 53]
correspondence-note: [While freely opening our columns for the discussion of public matters we do not necessarily identify ourselves with the opinions expressed by correspondents. We wish this to be distinctly understood.]	[789, 897, 935, 942]
